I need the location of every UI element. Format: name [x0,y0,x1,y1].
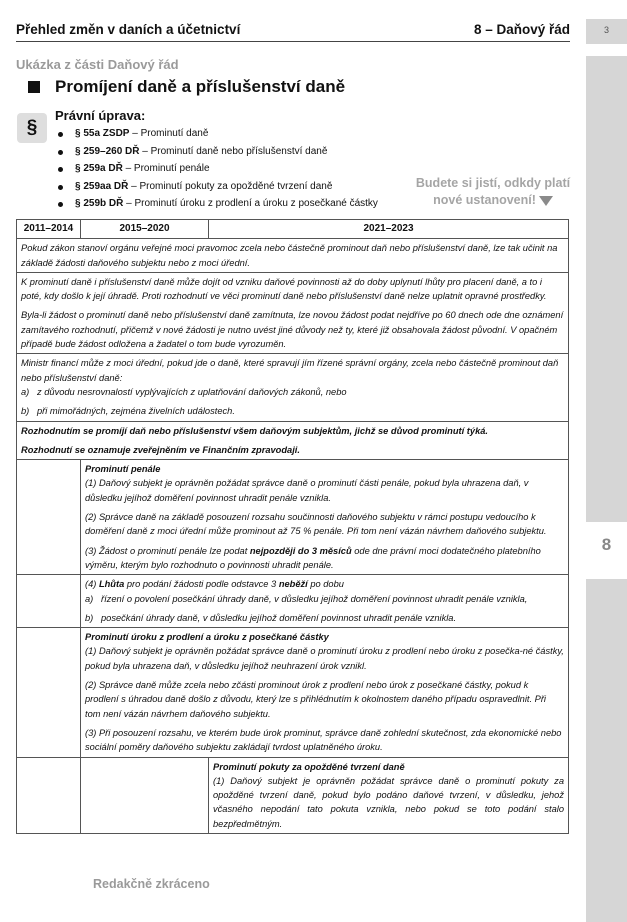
text-run: ode dne právní moci dodatečného platebního výměru, kterým bylo rozhodnuto o povinnosti uhradit penále. [85,545,541,570]
table-cell [17,272,569,353]
cell-text: Rozhodnutím se promíjí daň nebo příslušenství všem daňovým subjektům, jichž se důvod prominutí týká. [21,425,488,436]
table-cell [209,757,569,833]
list-text: z důvodu nesrovnalostí vyplývajících z uplatňování daňových zákonů, nebo [37,386,347,397]
legal-item [58,143,378,161]
legal-item [58,178,378,196]
cell-subheading: Prominutí pokuty za opožděné tvrzení daně [213,761,405,772]
table-cell-empty [17,575,81,628]
comparison-table [16,219,569,834]
table-row [17,421,569,460]
running-header-title: Přehled změn v daních a účetnictví [16,22,241,37]
sample-label: Ukázka z části Daňový řád [16,57,179,72]
cell-list [21,385,564,419]
table-row [17,575,569,628]
cell-text: (3) Při posouzení rozsahu, ve kterém bude úrok prominut, správce daně zohlední skutečnost, zda ekonomické nebo sociální poměry daňového subjektu zakládají tvrdost uplatněného úroku. [85,727,562,753]
text-run-bold: neběží [278,579,308,590]
legal-item [58,195,378,213]
text-run: pro podání žádosti podle odstavce 3 [124,579,279,590]
table-cell-empty [17,460,81,575]
legal-desc: – Prominutí úroku z prodlení a úroku z posečkané částky [123,198,378,209]
text-run-bold: nejpozději do 3 měsíců [249,545,352,556]
table-row [17,757,569,833]
text-run: po dobu [307,579,344,590]
column-header: 2015–2020 [81,220,209,239]
list-text: při mimořádných, zejména živelních událostech. [37,406,235,417]
section-title: Promíjení daně a příslušenství daně [55,77,346,96]
promo-line-2: nové ustanovení! [433,193,536,207]
table-cell-empty [17,628,81,757]
legal-ref: § 259–260 DŘ [75,145,140,157]
cell-text: (2) Správce daně může zcela nebo zčásti prominout úrok z prodlení nebo úrok z posečkané částky, pokud k prodlení s úhradou daně došlo z důvodu, který lze s přihlédnutím k okolnostem daného případu ospravedlnit. Při tom není vázán návrhem daňového subjektu. [85,680,546,719]
text-run-bold: Lhůta [98,579,125,590]
list-text: řízení o povolení posečkání úhrady daně, v důsledku jejíhož doměření povinnost uhradit penále vznikla, [101,593,528,604]
table-cell [81,460,569,575]
header-divider [16,41,570,42]
list-marker: a) [21,386,30,397]
legal-basis-list [58,125,378,213]
legal-basis-heading: Právní úprava: [55,108,146,123]
legal-desc: – Prominutí daně [129,128,209,139]
cell-text: (1) Daňový subjekt je oprávněn požádat správce daně o prominutí části penále, pokud byla uhrazena daň, v důsledku jejíhož doměření povinnost uhradit penále vznikla. [85,478,529,503]
cell-text: (1) Daňový subjekt je oprávněn požádat správce daně o prominutí úroku z prodlení nebo úroku z posečka-né částky, pokud byla uhrazena daň, v důsledku jejíhož neuhrazení úrok vznikl. [85,646,564,671]
legal-desc: – Prominutí penále [122,163,210,174]
legal-ref: § 259aa DŘ [75,180,129,192]
table-cell [17,354,569,421]
legal-ref: § 55a ZSDP [75,128,130,139]
paragraph-symbol-icon: § [17,113,47,143]
section-bullet [28,81,40,93]
table-row [17,354,569,421]
text-run: (3) Žádost o prominutí penále lze podat [85,545,250,556]
text-run: (4) [85,579,99,590]
cell-text [85,577,564,591]
list-text: posečkání úhrady daně, v důsledku jejíhož doměření povinnost uhradit penále vznikla. [101,612,457,623]
legal-ref: § 259a DŘ [75,163,123,174]
list-item [21,404,564,418]
cell-text: Pokud zákon stanoví orgánu veřejné moci pravomoc zcela nebo částečně prominout daň nebo příslušenství daně, lze tak učinit na základě žádosti daňového subjektu nebo z moci úřední. [21,243,558,268]
column-header: 2011–2014 [17,220,81,239]
legal-desc: – Prominutí daně nebo příslušenství daně [139,145,328,157]
legal-desc: – Prominutí pokuty za opožděné tvrzení daně [128,180,333,192]
table-cell [17,239,569,273]
legal-item [58,160,378,178]
chapter-number: 8 [601,535,612,554]
list-marker: a) [85,593,94,604]
list-item [85,611,564,625]
table-row [17,272,569,353]
cell-subheading: Prominutí penále [85,464,161,475]
table-header-row [17,220,569,239]
table-cell [81,628,569,757]
table-cell [17,421,569,460]
arrow-down-icon [539,196,553,206]
cell-text: Rozhodnutí se oznamuje zveřejněním ve Finančním zpravodaji. [21,444,300,455]
legal-item [58,125,378,143]
table-cell [81,575,569,628]
list-item [85,592,564,606]
table-row [17,628,569,757]
cell-subheading: Prominutí úroku z prodlení a úroku z posečkané částky [85,632,329,643]
legal-ref: § 259b DŘ [75,198,124,209]
footer-note: Redakčně zkráceno [93,877,210,891]
cell-text [85,544,564,573]
promo-line-1: Budete si jistí, odkdy platí [415,176,571,190]
list-marker: b) [21,406,30,417]
cell-text: (1) Daňový subjekt je oprávněn požádat správce daně o prominutí pokuty za opožděné tvrzení daně, pokud bylo podáno daňové tvrzení, v důsledku, jehož včasného nepodání tato pokuta vznikla, nebo pokud se toto podání stalo bezpředmětným. [213,775,564,829]
table-row [17,239,569,273]
chapter-tab-bar [586,56,627,922]
list-marker: b) [85,612,94,623]
table-cell-empty [81,757,209,833]
list-item [21,385,564,399]
table-cell-empty [17,757,81,833]
running-header-chapter: 8 – Daňový řád [473,22,570,37]
table-row [17,460,569,575]
column-header: 2021–2023 [209,220,569,239]
cell-text: K prominutí daně i příslušenství daně může dojít od vzniku daňové povinnosti až do doby uplynutí lhůty pro placení daně, a to i poté, kdy došlo k její úhradě. Proti rozhodnutí ve věci prominutí daně nebo příslušenství daně nelze uplatnit opravné prostředky. [21,276,547,302]
promo-note [412,175,574,209]
cell-text: (2) Správce daně na základě posouzení rozsahu součinnosti daňového subjektu v rámci postupu vedoucího k doměření daně z moci úřední může prominout až 75 % penále. Při tom není vázán návrhem daňového subjektu. [85,512,547,537]
cell-text: Ministr financí může z moci úřední, pokud jde o daně, které spravují jím řízené správní orgány, zcela nebo částečně prominout daň nebo příslušenství daně: [21,358,559,383]
page-number: 3 [603,25,609,35]
cell-list [85,592,564,626]
cell-text: Byla-li žádost o prominutí daně nebo příslušenství daně zamítnuta, lze novou žádost podat nejdříve po 60 dnech ode dne oznámení zamítavého rozhodnutí, přičemž v nové žádosti je nutno uvést jiné důvody než ty, které již obsahovala žádost původní. V opačném případě bude žádost odložena a žadatel o tom bude vyrozuměn. [21,310,564,350]
